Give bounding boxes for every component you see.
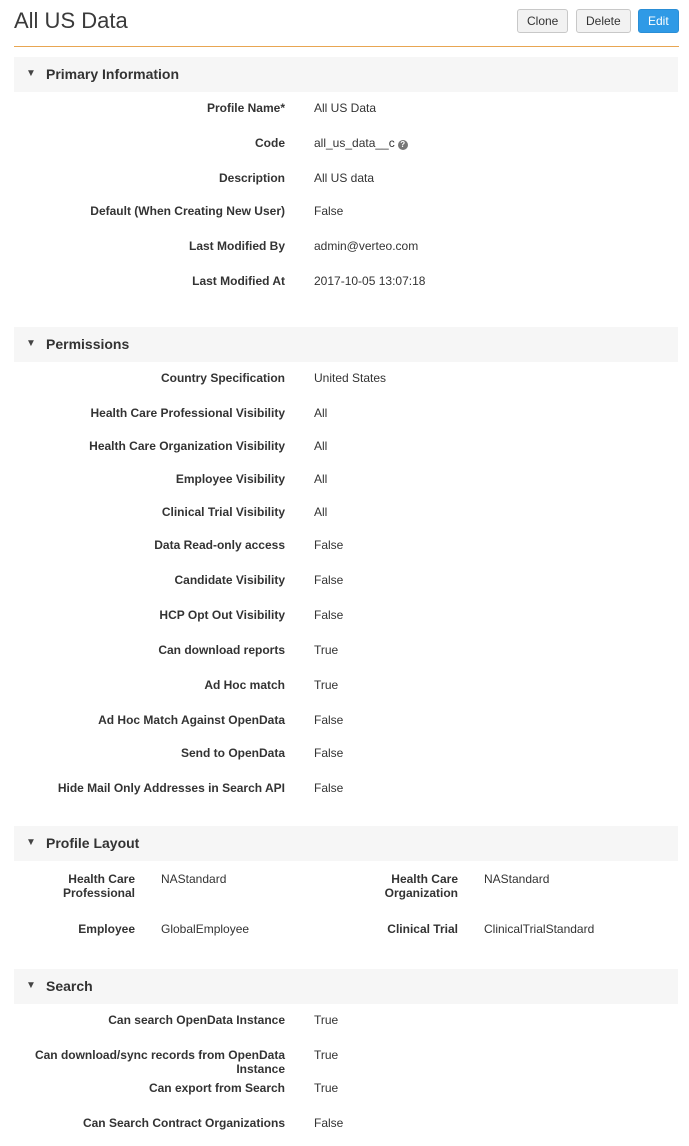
field-label: Can download reports — [158, 643, 285, 657]
field-value: All — [314, 439, 328, 453]
field-value: False — [314, 746, 344, 760]
caret-down-icon[interactable]: ▼ — [26, 980, 36, 991]
section-primary-information[interactable] — [14, 57, 678, 92]
field-label: Hide Mail Only Addresses in Search API — [57, 781, 285, 795]
field-value: False — [314, 538, 344, 552]
caret-down-icon[interactable]: ▼ — [26, 68, 36, 79]
field-label: Last Modified By — [188, 239, 285, 253]
section-title: Primary Information — [46, 66, 180, 82]
field-value: False — [314, 204, 344, 218]
field-value: True — [314, 1048, 339, 1062]
field-label: Can search OpenData Instance — [108, 1013, 285, 1027]
caret-down-icon[interactable]: ▼ — [26, 837, 36, 848]
clone-button[interactable]: Clone — [517, 9, 568, 33]
hco-layout-label: Health Care Organization — [384, 872, 458, 900]
field-label: Profile Name* — [206, 101, 285, 115]
field-label: Can export from Search — [148, 1081, 285, 1095]
field-value: False — [314, 608, 344, 622]
field-value: United States — [314, 371, 387, 385]
field-value: All — [314, 406, 328, 420]
employee-layout-value: GlobalEmployee — [161, 922, 250, 936]
field-label: Candidate Visibility — [174, 573, 285, 587]
employee-layout-label: Employee — [78, 922, 135, 936]
field-value: All US data — [314, 171, 375, 185]
help-icon[interactable]: ? — [398, 140, 408, 150]
field-value: False — [314, 781, 344, 795]
field-label: Ad Hoc match — [204, 678, 285, 692]
field-value: True — [314, 1013, 339, 1027]
field-label: Data Read-only access — [154, 538, 285, 552]
field-label: Can Search Contract Organizations — [82, 1116, 285, 1130]
caret-down-icon[interactable]: ▼ — [26, 338, 36, 349]
field-value-code — [314, 136, 408, 150]
field-value: False — [314, 573, 344, 587]
clinical-layout-label: Clinical Trial — [387, 922, 458, 936]
delete-button[interactable]: Delete — [576, 9, 631, 33]
edit-button[interactable]: Edit — [638, 9, 679, 33]
field-label: Clinical Trial Visibility — [161, 505, 285, 519]
hco-layout-value: NAStandard — [484, 872, 550, 886]
section-search[interactable] — [14, 969, 678, 1004]
field-value: All US Data — [314, 101, 377, 115]
field-label: Send to OpenData — [180, 746, 285, 760]
field-value: All — [314, 505, 328, 519]
code-value: all_us_data__c — [314, 136, 395, 150]
section-title: Search — [46, 978, 93, 994]
field-value: admin@verteo.com — [314, 239, 419, 253]
field-label: Health Care Professional Visibility — [90, 406, 285, 420]
field-label: Last Modified At — [192, 274, 285, 288]
field-label: Default (When Creating New User) — [90, 204, 285, 218]
field-label: Can download/sync records from OpenData Instance — [34, 1048, 285, 1076]
field-value: True — [314, 643, 339, 657]
field-label: HCP Opt Out Visibility — [159, 608, 285, 622]
field-label: Health Care Organization Visibility — [89, 439, 285, 453]
field-value: False — [314, 713, 344, 727]
field-value: True — [314, 1081, 339, 1095]
field-label: Employee Visibility — [175, 472, 285, 486]
field-value: All — [314, 472, 328, 486]
field-value: 2017-10-05 13:07:18 — [314, 274, 426, 288]
clinical-layout-value: ClinicalTrialStandard — [484, 922, 595, 936]
field-label: Description — [218, 171, 285, 185]
field-label: Ad Hoc Match Against OpenData — [98, 713, 285, 727]
field-label: Code — [255, 136, 285, 150]
page-header — [14, 0, 679, 47]
page-title: All US Data — [14, 8, 128, 33]
section-profile-layout[interactable] — [14, 826, 678, 861]
section-title: Permissions — [46, 336, 130, 352]
hcp-layout-label: Health Care Professional — [62, 872, 135, 900]
section-permissions[interactable] — [14, 327, 678, 362]
field-label: Country Specification — [160, 371, 285, 385]
hcp-layout-value: NAStandard — [161, 872, 227, 886]
field-value: True — [314, 678, 339, 692]
field-value: False — [314, 1116, 344, 1130]
section-title: Profile Layout — [46, 835, 140, 851]
